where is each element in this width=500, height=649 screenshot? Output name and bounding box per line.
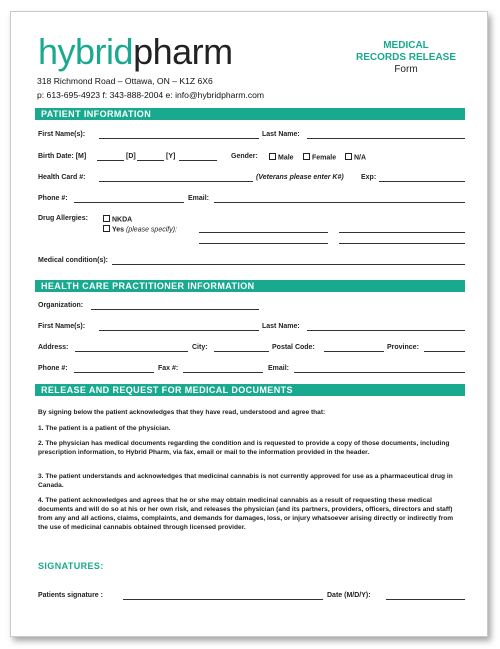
veterans-note: (Veterans please enter K#)	[256, 174, 344, 181]
patient-signature-field[interactable]	[123, 599, 323, 600]
date-label: Date (M/D/Y):	[327, 592, 371, 599]
checkbox-icon	[103, 225, 110, 232]
practitioner-phone-field[interactable]	[74, 372, 154, 373]
gender-na-option[interactable]: N/A	[345, 153, 366, 162]
patient-last-name-label: Last Name:	[262, 131, 300, 138]
practitioner-last-name-label: Last Name:	[262, 323, 300, 330]
health-card-label: Health Card #:	[38, 174, 86, 181]
company-address: 318 Richmond Road – Ottawa, ON – K1Z 6X6	[37, 76, 213, 86]
exp-field[interactable]	[379, 181, 465, 182]
patient-email-field[interactable]	[214, 202, 465, 203]
company-contact: p: 613-695-4923 f: 343-888-2004 e: info@hybridpharm.com	[37, 90, 265, 100]
patient-email-label: Email:	[188, 195, 210, 202]
medical-conditions-field[interactable]	[112, 264, 465, 265]
release-heading: RELEASE AND REQUEST FOR MEDICAL DOCUMENTS	[35, 384, 465, 396]
allergy-specify-field-4[interactable]	[339, 243, 465, 244]
organization-field[interactable]	[91, 309, 259, 310]
city-field[interactable]	[214, 351, 269, 352]
practitioner-first-name-label: First Name(s):	[38, 323, 86, 330]
patient-first-name-field[interactable]	[99, 138, 259, 139]
allergy-specify-field-1[interactable]	[199, 232, 328, 233]
release-item-4: 4. The patient acknowledges and agrees that he or she may obtain medicinal cannabis as a result of requesting these medical documents and will do so at his or her own risk, and releases the physician (and its partners, providers, officers, directors and staff) from any and all actions, claims, complaints, and demands for damages, loss, or injury whatsoever arising directly or indirectly from the use of medicinal cannabis obtained through licensed provider.	[38, 497, 454, 531]
gender-male-option[interactable]: Male	[269, 153, 294, 162]
practitioner-address-label: Address:	[38, 344, 69, 351]
practitioner-last-name-field[interactable]	[307, 330, 465, 331]
allergy-specify-field-3[interactable]	[199, 243, 328, 244]
patient-phone-label: Phone #:	[38, 195, 68, 202]
practitioner-address-field[interactable]	[75, 351, 188, 352]
practitioner-email-label: Email:	[268, 365, 290, 372]
birth-day-label: [D]	[126, 153, 136, 160]
practitioner-email-field[interactable]	[294, 372, 465, 373]
medical-conditions-label: Medical condition(s):	[38, 257, 108, 264]
city-label: City:	[192, 344, 208, 351]
exp-label: Exp:	[361, 174, 377, 181]
patient-last-name-field[interactable]	[307, 138, 465, 139]
allergy-yes-option[interactable]: Yes (please specify):	[103, 225, 177, 234]
postal-code-label: Postal Code:	[272, 344, 315, 351]
postal-code-field[interactable]	[324, 351, 384, 352]
health-card-field[interactable]	[99, 181, 253, 182]
fax-label: Fax #:	[158, 365, 179, 372]
drug-allergies-label: Drug Allergies:	[38, 215, 88, 222]
signatures-heading: SIGNATURES:	[38, 561, 104, 571]
practitioner-first-name-field[interactable]	[99, 330, 259, 331]
gender-female-option[interactable]: Female	[303, 153, 336, 162]
release-item-3: 3. The patient understands and acknowledges that medicinal cannabis is not currently approved for use as a pharmaceutical drug in Canada.	[38, 473, 453, 489]
form-title: MEDICAL RECORDS RELEASE	[355, 40, 456, 63]
hybridpharm-logo: hybridpharm	[38, 31, 233, 72]
province-label: Province:	[387, 344, 419, 351]
nkda-option[interactable]: NKDA	[103, 215, 132, 224]
patient-signature-label: Patients signature :	[38, 592, 103, 599]
checkbox-icon	[103, 215, 110, 222]
release-item-1: 1. The patient is a patient of the physician.	[38, 425, 171, 432]
patient-first-name-label: First Name(s):	[38, 131, 86, 138]
checkbox-icon	[269, 153, 276, 160]
form-subtitle: Form	[394, 64, 418, 75]
patient-info-heading: PATIENT INFORMATION	[35, 108, 465, 120]
province-field[interactable]	[424, 351, 465, 352]
birth-day-field[interactable]	[137, 160, 164, 161]
birth-month-field[interactable]	[97, 160, 124, 161]
birth-year-field[interactable]	[179, 160, 217, 161]
gender-label: Gender:	[231, 153, 258, 160]
birth-month-label: Birth Date: [M]	[38, 153, 87, 160]
checkbox-icon	[303, 153, 310, 160]
release-intro: By signing below the patient acknowledges that they have read, understood and agree that:	[38, 409, 326, 416]
allergy-specify-field-2[interactable]	[339, 232, 465, 233]
date-field[interactable]	[386, 599, 465, 600]
fax-field[interactable]	[183, 372, 263, 373]
form-page	[10, 11, 488, 637]
organization-label: Organization:	[38, 302, 84, 309]
practitioner-phone-label: Phone #:	[38, 365, 68, 372]
patient-phone-field[interactable]	[74, 202, 184, 203]
birth-year-label: [Y]	[166, 153, 176, 160]
practitioner-info-heading: HEALTH CARE PRACTITIONER INFORMATION	[35, 280, 465, 292]
checkbox-icon	[345, 153, 352, 160]
release-item-2: 2. The physician has medical documents regarding the condition and is requested to provide a copy of those documents, including prescription information, to Hybrid Pharm, via fax, email or mail to the information provided in the header.	[38, 440, 450, 456]
